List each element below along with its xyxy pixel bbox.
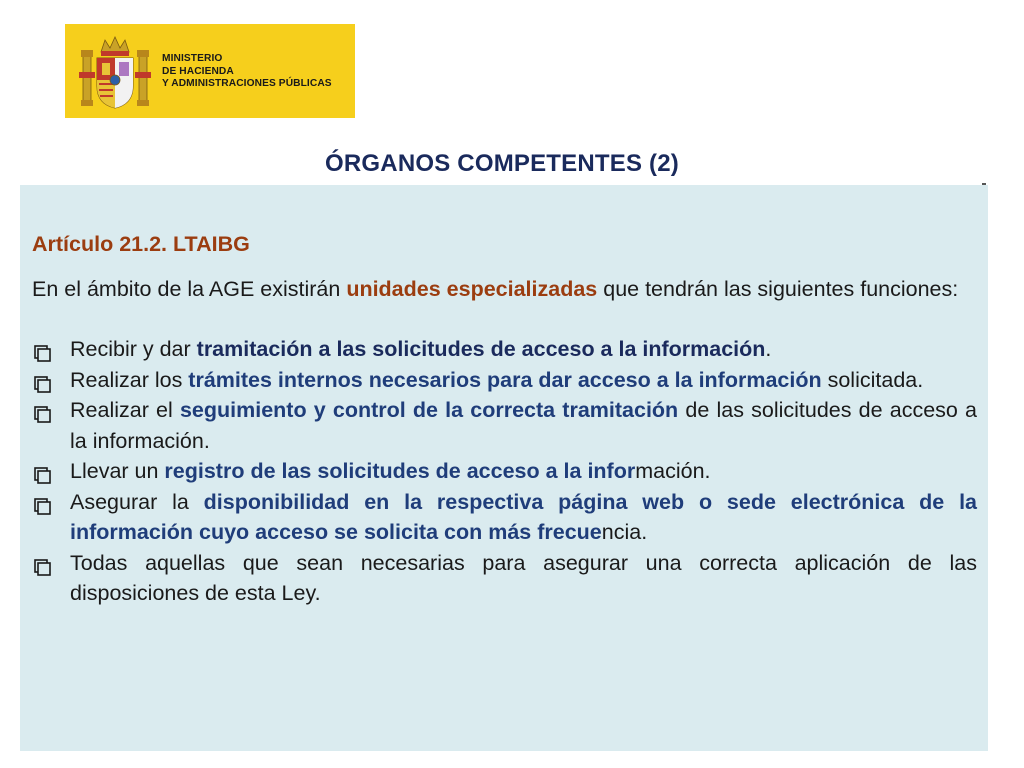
intro-text: En el ámbito de la AGE existirán xyxy=(32,276,347,301)
content-panel xyxy=(20,185,988,751)
checkbox-bullet-icon xyxy=(34,401,51,418)
function-text: Llevar un xyxy=(70,459,165,483)
spanish-coat-of-arms-icon xyxy=(79,34,151,110)
ministry-name-line: DE HACIENDA xyxy=(162,65,234,77)
checkbox-bullet-icon xyxy=(34,340,51,357)
function-text: solicitada. xyxy=(821,367,924,392)
function-text: . xyxy=(765,337,772,361)
function-keyword: disponibilidad en la respectiva página web o sede electrónica de la información cuyo acceso se solicita con más frecue xyxy=(70,489,977,544)
function-item xyxy=(32,456,977,487)
function-text: Realizar el xyxy=(70,398,180,422)
function-text: de las solicitudes de acceso a la información. xyxy=(70,398,978,453)
function-text: Recibir y dar xyxy=(70,337,197,361)
ministry-name xyxy=(162,53,332,91)
slide-title: ÓRGANOS COMPETENTES (2) xyxy=(325,150,679,177)
ministry-logo xyxy=(65,24,355,118)
function-item xyxy=(32,487,977,548)
function-item xyxy=(32,365,977,396)
function-item xyxy=(32,334,977,365)
intro-paragraph xyxy=(32,274,977,305)
intro-text: que tendrán las siguientes funciones: xyxy=(597,276,959,301)
function-keyword: trámites internos necesarios para dar acceso a la información xyxy=(188,367,822,392)
checkbox-bullet-icon xyxy=(34,493,51,510)
function-keyword: seguimiento y control de la correcta tramitación xyxy=(179,398,679,422)
function-keyword: registro de las solicitudes de acceso a la infor xyxy=(164,459,636,483)
function-text: Asegurar la xyxy=(70,489,204,514)
checkbox-bullet-icon xyxy=(34,554,51,571)
functions-list xyxy=(32,334,977,609)
function-item xyxy=(32,548,977,609)
ministry-name-line: Y ADMINISTRACIONES PÚBLICAS xyxy=(162,78,332,89)
content-body xyxy=(32,229,977,609)
checkbox-bullet-icon xyxy=(34,371,51,388)
function-text: ncia. xyxy=(601,520,648,544)
function-text: Todas aquellas que sean necesarias para asegurar una correcta aplicación de las disposiciones de esta Ley. xyxy=(70,550,977,605)
function-item xyxy=(32,395,977,456)
intro-highlight: unidades especializadas xyxy=(346,276,598,301)
function-text: Realizar los xyxy=(70,367,189,392)
function-text: mación. xyxy=(635,459,711,483)
checkbox-bullet-icon xyxy=(34,462,51,479)
article-reference: Artículo 21.2. LTAIBG xyxy=(32,232,250,256)
function-keyword: tramitación a las solicitudes de acceso a la información xyxy=(196,337,766,361)
ministry-name-line: MINISTERIO xyxy=(162,53,223,64)
